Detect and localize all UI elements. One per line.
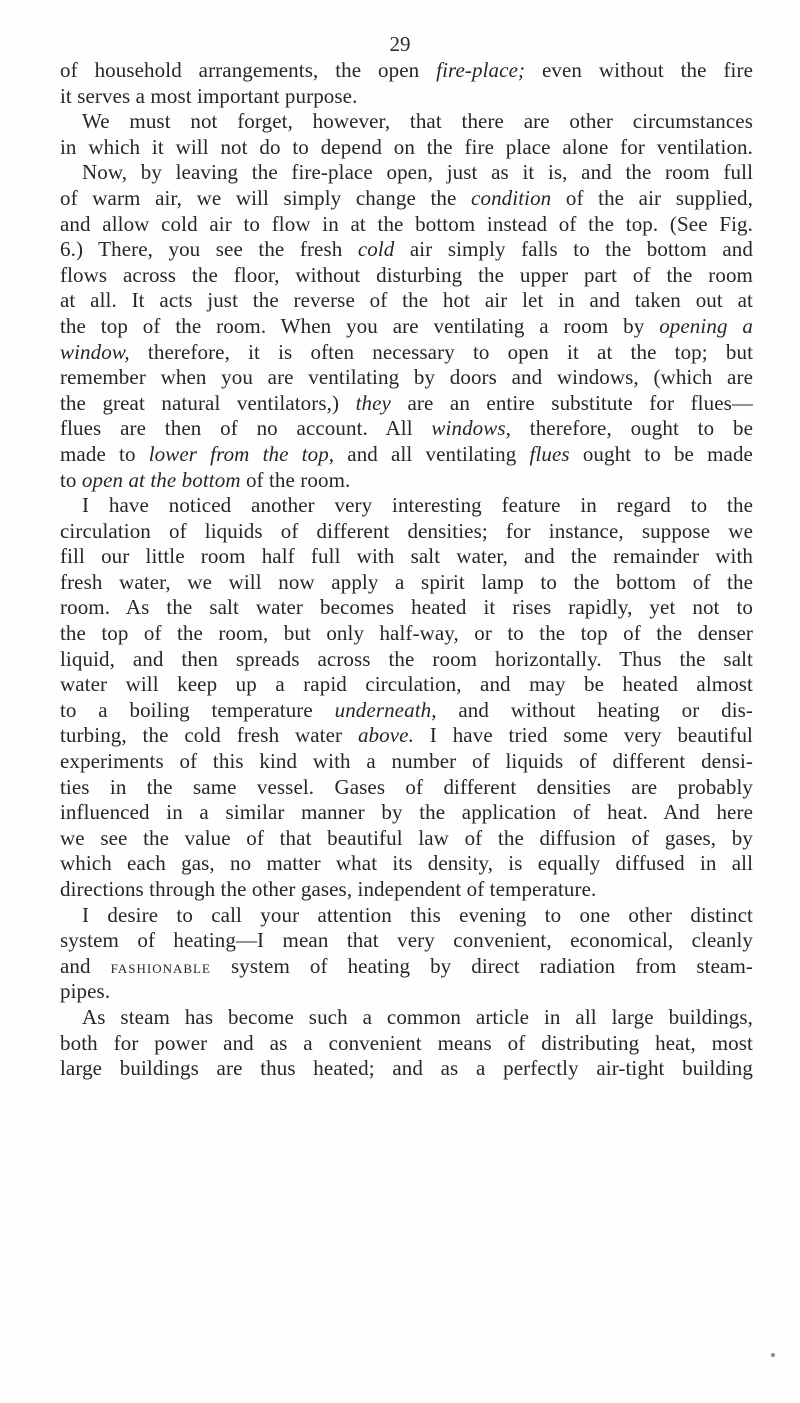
text-line [60, 826, 753, 852]
text-line [60, 212, 753, 238]
text-line [60, 186, 753, 212]
text-run: therefore, it is often necessary to open it at the top; but [129, 339, 753, 364]
text-line [60, 58, 753, 84]
text-line [60, 314, 753, 340]
text-line [60, 979, 753, 1005]
italic-text: fire-place; [436, 58, 526, 82]
text-line [60, 1005, 753, 1031]
text-line [60, 340, 753, 366]
italic-text: opening a [659, 313, 753, 338]
text-run: turbing, the cold fresh water [60, 723, 358, 748]
text-line [60, 928, 753, 954]
text-run: We must not forget, however, that there are other circumstances [82, 109, 753, 134]
text-run: experiments of this kind with a number of liquids of different densi- [60, 749, 753, 774]
text-run: the top of the room. When you are ventilating a room by [60, 313, 660, 338]
text-run: Now, by leaving the fire-place open, just as it is, and the room full [82, 160, 753, 185]
text-run: it serves a most important purpose. [60, 83, 358, 108]
italic-text: lower from the top, [148, 441, 335, 466]
italic-text: condition [471, 185, 552, 210]
text-line [60, 877, 753, 903]
body-text [60, 58, 753, 1082]
text-run: ties in the same vessel. Gases of different densities are probably [60, 774, 753, 799]
text-line [60, 570, 753, 596]
text-line [60, 519, 753, 545]
text-run: to [60, 467, 82, 492]
text-run: I desire to call your attention this evening to one other distinct [82, 902, 753, 927]
text-line [60, 672, 753, 698]
text-run: in which it will not do to depend on the fire place alone for ventilation. [60, 134, 753, 159]
text-line [60, 135, 753, 161]
text-line [60, 263, 753, 289]
text-run: air simply falls to the bottom and [394, 237, 753, 262]
text-run: fresh water, we will now apply a spirit lamp to the bottom of the [60, 569, 753, 594]
text-run: to a boiling temperature [60, 697, 335, 722]
italic-text: open at the bottom [81, 467, 241, 492]
italic-text: they [355, 390, 391, 415]
text-run: circulation of liquids of different densities; for instance, suppose we [60, 518, 753, 543]
italic-text: underneath, [334, 697, 437, 722]
text-run: pipes. [60, 979, 111, 1004]
italic-text: windows, [431, 416, 511, 441]
text-run: and all ventilating [334, 441, 530, 466]
text-run: of the room. [240, 467, 351, 492]
text-line [60, 493, 753, 519]
text-line [60, 621, 753, 647]
text-line [60, 391, 753, 417]
text-run: I have noticed another very interesting feature in regard to the [82, 493, 753, 518]
text-line [60, 160, 753, 186]
text-run: directions through the other gases, independent of temperature. [60, 877, 597, 901]
text-line [60, 468, 753, 494]
text-run: and [60, 953, 111, 978]
text-line [60, 698, 753, 724]
text-run: therefore, ought to be [511, 416, 753, 441]
text-run: fill our little room half full with salt water, and the remainder with [60, 544, 753, 569]
text-line [60, 749, 753, 775]
text-run: system of heating—I mean that very convenient, economical, cleanly [60, 928, 753, 953]
italic-text: cold [357, 237, 395, 262]
text-run: influenced in a similar manner by the application of heat. And here [60, 800, 753, 825]
text-run: are an entire substitute for flues— [390, 390, 753, 415]
text-line [60, 1056, 753, 1082]
text-line [60, 84, 753, 110]
text-run: at all. It acts just the reverse of the hot air let in and taken out at [60, 288, 753, 313]
text-line [60, 775, 753, 801]
page-number: 29 [389, 32, 411, 56]
text-run: and without heating or dis- [436, 697, 754, 722]
text-line [60, 416, 753, 442]
text-line [60, 723, 753, 749]
text-line [60, 647, 753, 673]
text-line [60, 903, 753, 929]
text-run: 6.) There, you see the fresh [60, 237, 358, 262]
paper-speck [771, 1353, 775, 1357]
text-run: and allow cold air to flow in at the bottom instead of the top. (See Fig. [60, 211, 753, 236]
text-run: the great natural ventilators,) [60, 390, 356, 415]
text-line [60, 442, 753, 468]
text-line [60, 109, 753, 135]
text-run: of warm air, we will simply change the [60, 185, 472, 210]
text-run: we see the value of that beautiful law of the diffusion of gases, by [60, 825, 753, 850]
text-run: which each gas, no matter what its density, is equally diffused in all [60, 851, 753, 876]
text-line [60, 365, 753, 391]
text-run: As steam has become such a common article in all large buildings, [82, 1004, 753, 1029]
text-line [60, 800, 753, 826]
text-line [60, 1031, 753, 1057]
small-caps-text: fashionable [110, 956, 211, 978]
italic-text: above. [357, 723, 414, 748]
text-run: system of heating by direct radiation from steam- [210, 953, 753, 978]
text-run: the top of the room, but only half-way, or to the top of the denser [60, 621, 753, 646]
text-run: room. As the salt water becomes heated it rises rapidly, yet not to [60, 595, 753, 620]
text-line [60, 288, 753, 314]
text-run: both for power and as a convenient means of distributing heat, most [60, 1030, 753, 1055]
text-run: of household arrangements, the open [60, 58, 437, 82]
text-run: flues are then of no account. All [60, 416, 432, 441]
text-line [60, 954, 753, 980]
text-run: ought to be made [569, 441, 753, 466]
text-line [60, 595, 753, 621]
text-line [60, 237, 753, 263]
text-line [60, 851, 753, 877]
text-run: remember when you are ventilating by doors and windows, (which are [60, 365, 753, 390]
text-run: even without the fire [525, 58, 753, 82]
italic-text: flues [529, 441, 570, 466]
text-run: flows across the floor, without disturbing the upper part of the room [60, 262, 753, 287]
text-line [60, 544, 753, 570]
italic-text: window, [60, 339, 130, 364]
text-run: large buildings are thus heated; and as a perfectly air-tight building [60, 1056, 753, 1081]
text-run: I have tried some very beautiful [413, 723, 753, 748]
text-run: made to [60, 441, 149, 466]
text-run: of the air supplied, [551, 185, 754, 210]
text-run: water will keep up a rapid circulation, and may be heated almost [60, 672, 753, 697]
text-run: liquid, and then spreads across the room horizontally. Thus the salt [60, 646, 753, 671]
